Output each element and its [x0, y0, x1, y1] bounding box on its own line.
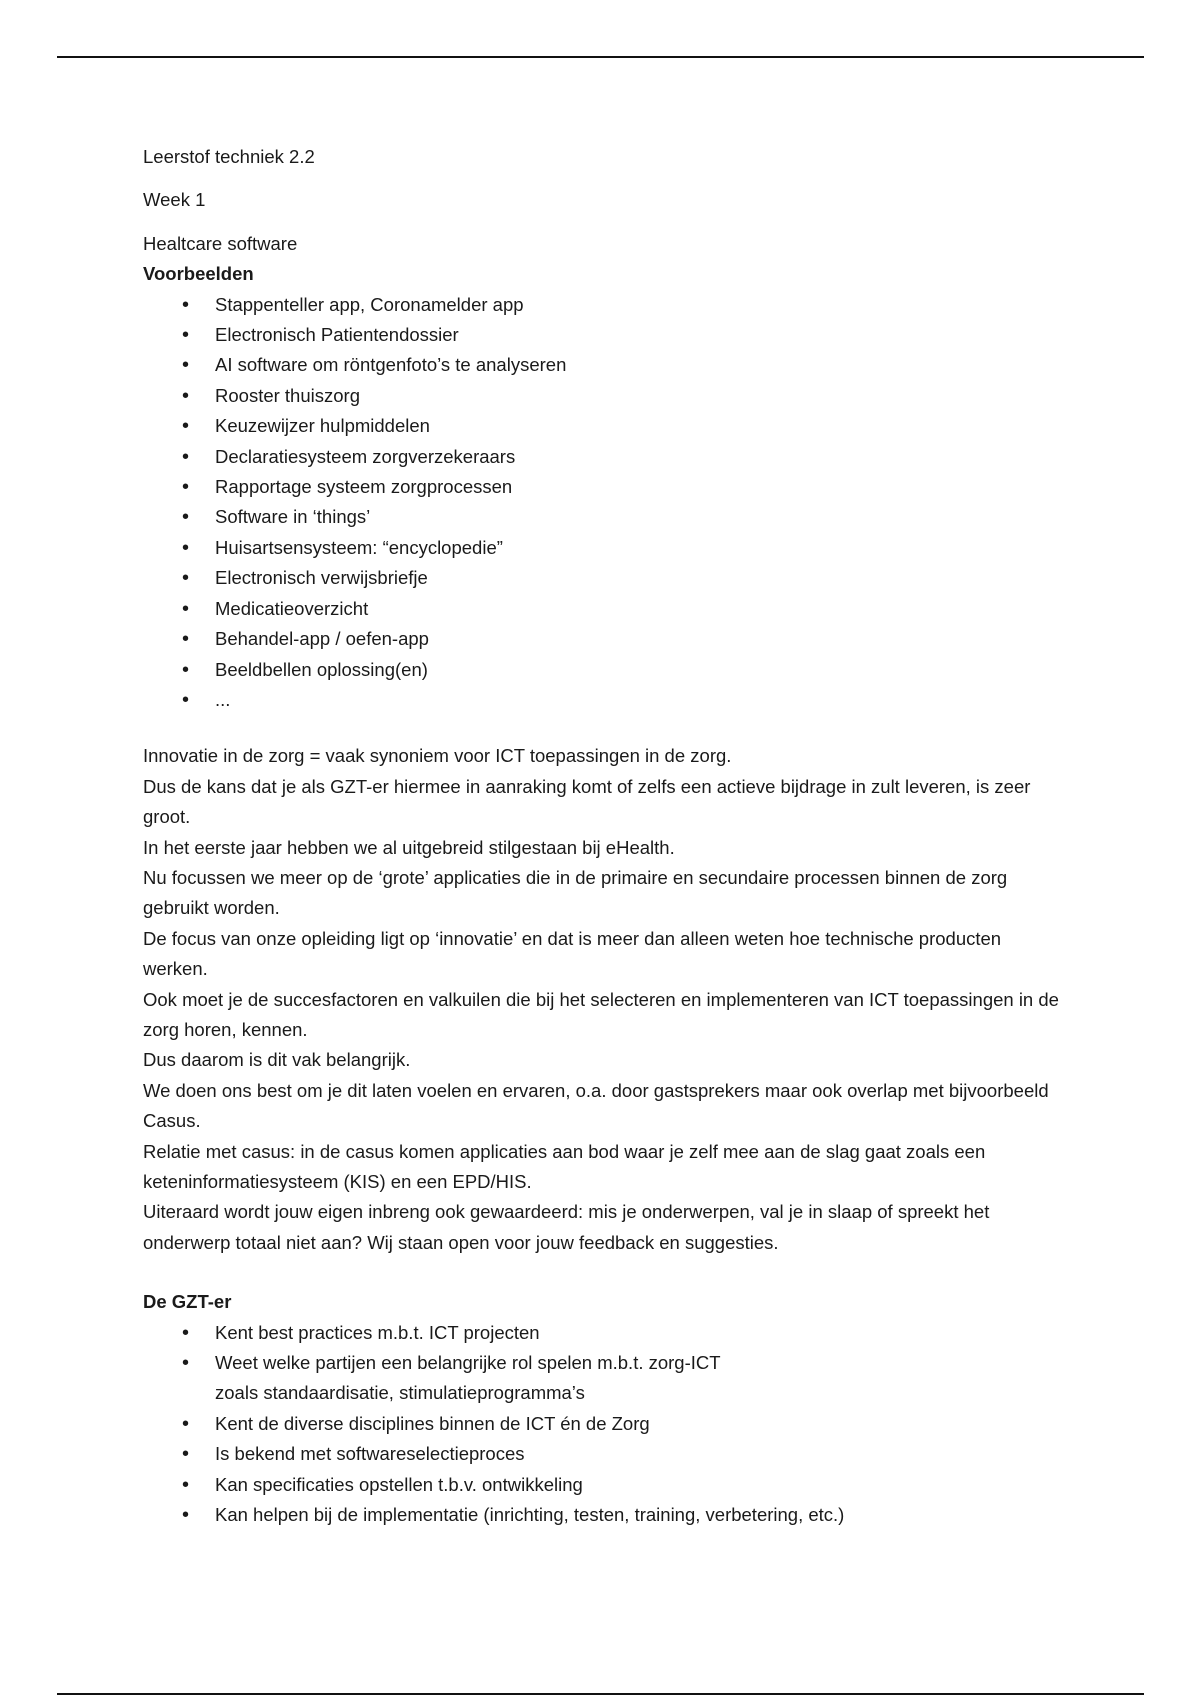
paragraph: Ook moet je de succesfactoren en valkuilen die bij het selecteren en implementeren van ICT toepassingen in de zorg horen, kennen.	[143, 988, 1059, 1040]
paragraph: In het eerste jaar hebben we al uitgebreid stilgestaan bij eHealth.	[143, 836, 675, 858]
list-item: • Kan specificaties opstellen t.b.v. ontwikkeling	[143, 1470, 1063, 1500]
list-item: • AI software om röntgenfoto’s te analyseren	[143, 350, 1063, 380]
examples-list	[143, 290, 1063, 716]
list-item: • Rooster thuiszorg	[143, 381, 1063, 411]
list-item: • Kent best practices m.b.t. ICT projecten	[143, 1318, 1063, 1348]
section-intro: Healtcare software	[143, 232, 298, 254]
list-item: • Kent de diverse disciplines binnen de ICT én de Zorg	[143, 1409, 1063, 1439]
list-item: • Kan helpen bij de implementatie (inrichting, testen, training, verbetering, etc.)	[143, 1500, 1063, 1530]
list-item	[143, 1348, 1063, 1409]
section-heading-voorbeelden: Voorbeelden	[143, 263, 254, 285]
paragraph: Relatie met casus: in de casus komen applicaties aan bod waar je zelf mee aan de slag gaat zoals een keteninformatiesysteem (KIS) en een EPD/HIS.	[143, 1140, 986, 1192]
list-item: • Medicatieoverzicht	[143, 594, 1063, 624]
list-item: • Stappenteller app, Coronamelder app	[143, 290, 1063, 320]
list-item: • Huisartsensysteem: “encyclopedie”	[143, 533, 1063, 563]
gzt-er-list	[143, 1318, 1063, 1531]
paragraph: Innovatie in de zorg = vaak synoniem voor ICT toepassingen in de zorg.	[143, 745, 732, 767]
document-body	[143, 142, 1063, 1530]
paragraph: De focus van onze opleiding ligt op ‘innovatie’ en dat is meer dan alleen weten hoe technische producten werken.	[143, 927, 1002, 980]
paragraph: Uiteraard wordt jouw eigen inbreng ook gewaardeerd: mis je onderwerpen, val je in slaap of spreekt het onderwerp totaal niet aan? Wij staan open voor jouw feedback en suggesties.	[143, 1201, 990, 1253]
list-item-continuation: zoals standaardisatie, stimulatieprogramma’s	[215, 1382, 585, 1404]
list-item: • Is bekend met softwareselectieproces	[143, 1439, 1063, 1469]
list-item: • Electronisch Patientendossier	[143, 320, 1063, 350]
paragraph: Nu focussen we meer op de ‘grote’ applicaties die in de primaire en secundaire processen binnen de zorg gebruikt worden.	[143, 866, 1008, 919]
list-item: • Keuzewijzer hulpmiddelen	[143, 411, 1063, 441]
week-label: Week 1	[143, 189, 206, 211]
section-heading-gzt-er: De GZT-er	[143, 1291, 232, 1313]
paragraph: Dus daarom is dit vak belangrijk.	[143, 1049, 411, 1071]
body-paragraphs	[143, 741, 1063, 1258]
document-title: Leerstof techniek 2.2	[143, 146, 315, 167]
list-item: • Declaratiesysteem zorgverzekeraars	[143, 442, 1063, 472]
list-item: • Rapportage systeem zorgprocessen	[143, 472, 1063, 502]
list-item: • Software in ‘things’	[143, 502, 1063, 532]
list-item: • Electronisch verwijsbriefje	[143, 563, 1063, 593]
list-item: • Beeldbellen oplossing(en)	[143, 655, 1063, 685]
footer-rule	[57, 1693, 1144, 1695]
paragraph: We doen ons best om je dit laten voelen en ervaren, o.a. door gastsprekers maar ook overlap met bijvoorbeeld Casus.	[143, 1079, 1049, 1132]
header-rule	[57, 56, 1144, 58]
list-item: • Behandel-app / oefen-app	[143, 624, 1063, 654]
list-item-line: • Weet welke partijen een belangrijke rol spelen m.b.t. zorg-ICT	[215, 1352, 721, 1374]
paragraph: Dus de kans dat je als GZT-er hiermee in aanraking komt of zelfs een actieve bijdrage in zult leveren, is zeer groot.	[143, 775, 1031, 828]
list-item: • ...	[143, 685, 1063, 715]
